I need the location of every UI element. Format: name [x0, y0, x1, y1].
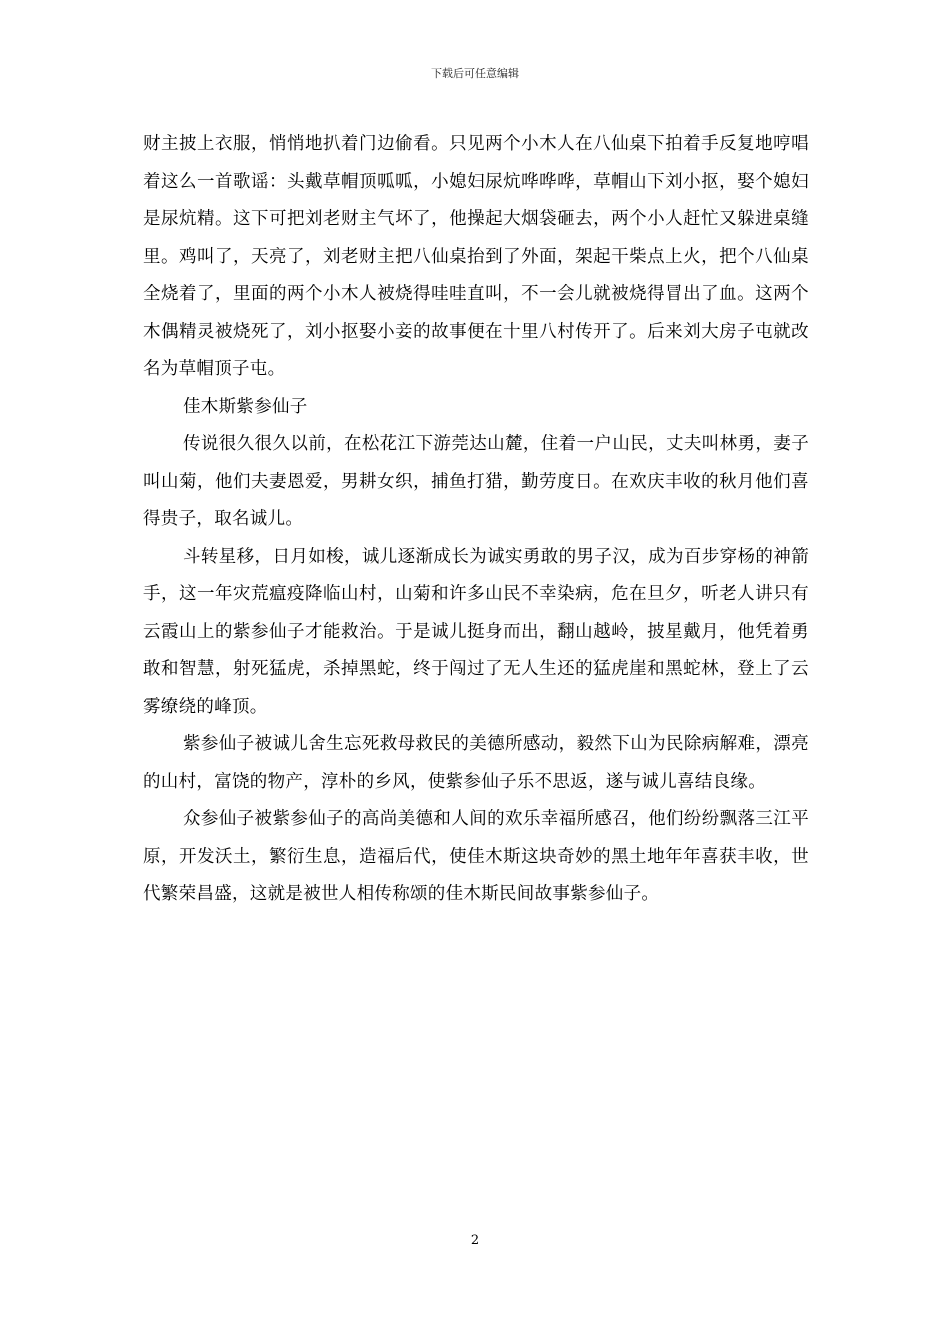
story-paragraph: 传说很久很久以前，在松花江下游莞达山麓，住着一户山民，丈夫叫林勇，妻子叫山菊，他们夫妻恩爱，男耕女织，捕鱼打猎，勤劳度日。在欢庆丰收的秋月他们喜得贵子，取名诚儿。 — [143, 434, 809, 529]
story-paragraph: 斗转星移，日月如梭，诚儿逐渐成长为诚实勇敢的男子汉，成为百步穿杨的神箭手，这一年灾荒瘟疫降临山村，山菊和许多山民不幸染病，危在旦夕，听老人讲只有云霞山上的紫参仙子才能救治。于是诚儿挺身而出，翻山越岭，披星戴月，他凭着勇敢和智慧，射死猛虎，杀掉黑蛇，终于闯过了无人生还的猛虎崖和黑蛇林，登上了云雾缭绕的峰顶。 — [143, 546, 809, 717]
story-paragraph-continued: 财主披上衣服，悄悄地扒着门边偷看。只见两个小木人在八仙桌下拍着手反复地哼唱着这么一首歌谣：头戴草帽顶呱呱，小媳妇尿炕哗哗哗，草帽山下刘小抠，娶个媳妇是尿炕精。这下可把刘老财主气坏了，他操起大烟袋砸去，两个小人赶忙又躲进桌缝里。鸡叫了，天亮了，刘老财主把八仙桌抬到了外面，架起干柴点上火，把个八仙桌全烧着了，里面的两个小木人被烧得哇哇直叫，不一会儿就被烧得冒出了血。这两个木偶精灵被烧死了，刘小抠娶小妾的故事便在十里八村传开了。后来刘大房子屯就改名为草帽顶子屯。 — [143, 134, 809, 379]
document-body — [143, 126, 809, 914]
page-header: 下载后可任意编辑 — [431, 67, 519, 80]
section-heading: 佳木斯紫参仙子 — [183, 396, 308, 417]
story-paragraph: 紫参仙子被诚儿舍生忘死救母救民的美德所感动，毅然下山为民除病解难，漂亮的山村，富饶的物产，淳朴的乡风，使紫参仙子乐不思返，遂与诚儿喜结良缘。 — [143, 734, 809, 792]
page-number: 2 — [470, 1233, 480, 1248]
story-paragraph: 众参仙子被紫参仙子的高尚美德和人间的欢乐幸福所感召，他们纷纷飘落三江平原，开发沃土，繁衍生息，造福后代，使佳木斯这块奇妙的黑土地年年喜获丰收，世代繁荣昌盛，这就是被世人相传称颂的佳木斯民间故事紫参仙子。 — [143, 809, 809, 904]
